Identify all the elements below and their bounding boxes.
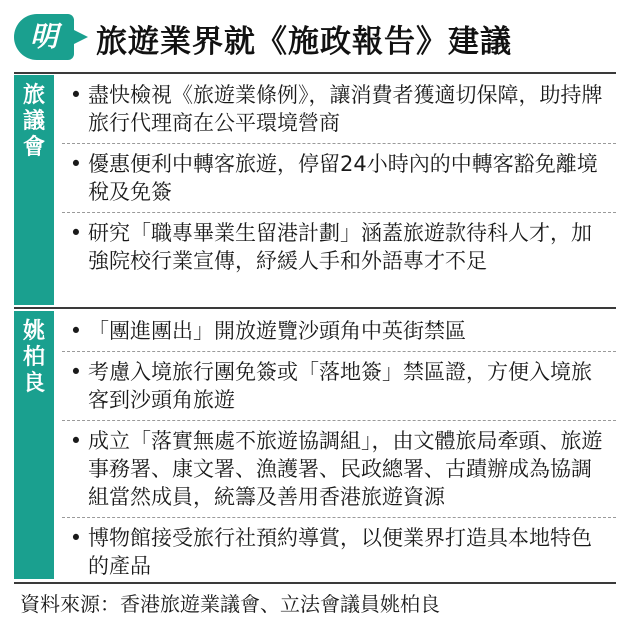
item-text: 成立「落實無處不旅遊協調組」，由文體旅局牽頭、旅遊事務署、康文署、漁護署、民政總署、古蹟辦成為協調組當然成員，統籌及善用香港旅遊資源 [88, 429, 603, 509]
bullet-icon: • [69, 429, 83, 453]
header [0, 0, 630, 74]
item-text: 優惠便利中轉客旅遊，停留24小時內的中轉客豁免離境稅及免簽 [88, 152, 598, 204]
list-item [62, 421, 616, 518]
list-item [62, 144, 616, 213]
section-label-char: 旅 [22, 83, 45, 108]
section-tab [14, 311, 54, 579]
section-label [14, 83, 54, 161]
item-text: 「團進團出」開放遊覽沙頭角中英街禁區 [88, 319, 466, 343]
section-label-char: 柏 [22, 345, 45, 370]
section-items [62, 75, 616, 281]
bottom-divider [14, 582, 616, 584]
bullet-icon: • [69, 319, 83, 343]
list-item [62, 311, 616, 352]
section-label-char: 會 [22, 135, 45, 160]
section-label-char: 議 [22, 109, 45, 134]
bullet-icon: • [69, 83, 83, 107]
section-label-char: 姚 [22, 319, 45, 344]
list-item [62, 518, 616, 586]
bullet-icon: • [69, 152, 83, 176]
bullet-icon: • [69, 526, 83, 550]
section-yiu-pak-leung [14, 311, 616, 579]
item-text: 考慮入境旅行團免簽或「落地簽」禁區證，方便入境旅客到沙頭角旅遊 [88, 360, 592, 412]
page-title: 旅遊業界就《施政報告》建議 [96, 24, 512, 60]
section-divider [14, 307, 616, 309]
section-label-char: 良 [22, 371, 45, 396]
bullet-icon: • [69, 360, 83, 384]
list-item [62, 352, 616, 421]
item-text: 博物館接受旅行社預約導賞，以便業界打造具本地特色的產品 [88, 526, 592, 578]
bullet-icon: • [69, 221, 83, 245]
section-label [14, 319, 54, 397]
list-item [62, 75, 616, 144]
item-text: 研究「職專畢業生留港計劃」涵蓋旅遊款待科人才，加強院校行業宣傳，紓緩人手和外語專才不足 [88, 221, 592, 273]
list-item [62, 213, 616, 281]
section-tab [14, 75, 54, 305]
top-divider [14, 72, 616, 74]
item-text: 盡快檢視《旅遊業條例》，讓消費者獲適切保障，助持牌旅行代理商在公平環境營商 [88, 83, 603, 135]
source-note: 資料來源：香港旅遊業議會、立法會議員姚柏良 [20, 592, 440, 616]
section-tic [14, 75, 616, 305]
section-items [62, 311, 616, 586]
logo-char: 明 [29, 20, 58, 53]
ming-pao-logo-icon [14, 14, 74, 60]
